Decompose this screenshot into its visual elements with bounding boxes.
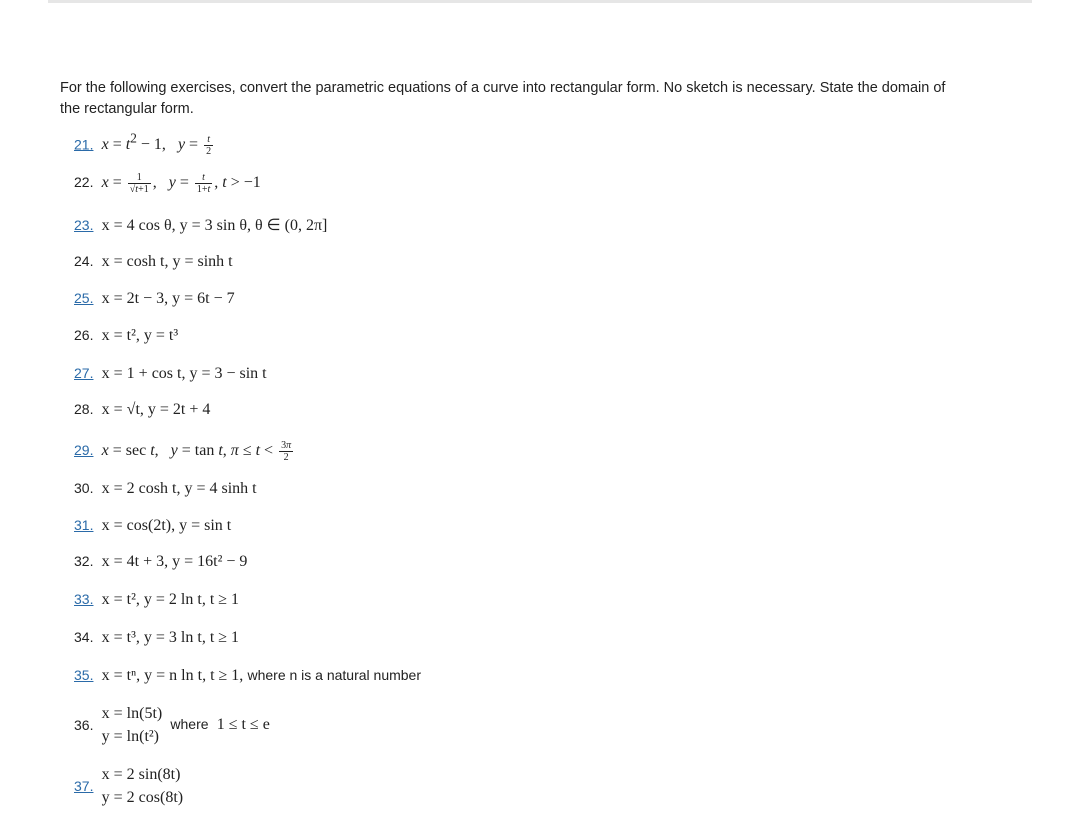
exercise-29 [74,440,295,463]
exercise-link-27[interactable]: 27. [74,365,94,381]
exercise-number-36: 36. [74,717,94,733]
equation-21: $x = t^2 - 1$, y = $\frac{t}{2}$ [101,131,212,158]
equation-31: x = cos(2t), y = sin t [101,517,232,534]
equation-35-note: where n is a natural number [247,667,422,683]
exercise-link-25[interactable]: 25. [74,290,94,306]
equation-32: x = 4t + 3, y = 16t² − 9 [101,553,248,570]
exercise-32 [74,553,247,571]
exercise-35 [74,667,421,685]
exercise-link-23[interactable]: 23. [74,217,94,233]
exercise-28 [74,401,210,419]
equation-37-line2: y = 2 cos(8t) [101,789,184,806]
equation-22: x = $\frac{1}{√t+1}$ , y = $\frac{t}{1+t}$ , t > −1 [101,172,261,195]
exercise-link-31[interactable]: 31. [74,517,94,533]
top-divider [48,0,1032,3]
exercise-33 [74,591,239,609]
exercise-number-28: 28. [74,401,94,417]
exercise-number-32: 32. [74,553,94,569]
equation-33: x = t², y = 2 ln t, t ≥ 1 [101,591,240,608]
equation-28: x = √t, y = 2t + 4 [101,401,211,418]
equation-36-line1: x = ln(5t) [101,705,163,722]
exercise-number-30: 30. [74,480,94,496]
equation-36-system [102,702,163,748]
equation-26: x = t², y = t³ [101,327,179,344]
exercise-37 [74,763,183,809]
exercise-link-33[interactable]: 33. [74,591,94,607]
equation-36-line2: y = ln(t²) [101,728,160,745]
equation-27: x = 1 + cos t, y = 3 − sin t [101,365,267,382]
equation-34: x = t³, y = 3 ln t, t ≥ 1 [101,629,240,646]
exercise-27 [74,365,267,383]
exercise-link-37[interactable]: 37. [74,778,94,794]
exercise-31 [74,517,231,535]
exercise-number-24: 24. [74,253,94,269]
exercise-36 [74,702,270,748]
equation-36-note: where [170,716,209,732]
equation-24: x = cosh t, y = sinh t [101,253,233,270]
equation-30: x = 2 cosh t, y = 4 sinh t [101,480,257,497]
exercise-23 [74,215,327,235]
exercise-30 [74,480,257,498]
equation-36-domain [170,716,269,734]
equation-25: x = 2t − 3, y = 6t − 7 [101,290,235,307]
exercise-24 [74,253,233,271]
equation-35: x = tⁿ, y = n ln t, t ≥ 1, [101,667,244,684]
equation-23: x = 4 cos θ, y = 3 sin θ, θ ∈ (0, 2π] [101,217,328,234]
exercise-link-29[interactable]: 29. [74,442,94,459]
exercise-number-26: 26. [74,327,94,343]
exercise-34 [74,629,239,647]
exercise-25 [74,290,235,308]
equation-37-system [102,763,183,809]
exercise-number-34: 34. [74,629,94,645]
equation-29: x = sec t, y = tan t, π ≤ t < $\frac{3\pi}{2}$ [101,440,292,463]
exercise-22 [74,172,261,195]
exercise-26 [74,327,178,345]
equation-37-line1: x = 2 sin(8t) [101,766,181,783]
exercise-link-21[interactable]: 21. [74,136,94,153]
exercise-link-35[interactable]: 35. [74,667,94,683]
equation-36-condition: 1 ≤ t ≤ e [216,716,270,733]
exercise-number-22: 22. [74,174,94,191]
exercise-21 [74,131,215,157]
instructions: For the following exercises, convert the parametric equations of a curve into rectangular form. No sketch is necessary. State the domain of the rectangular form. [60,80,946,117]
